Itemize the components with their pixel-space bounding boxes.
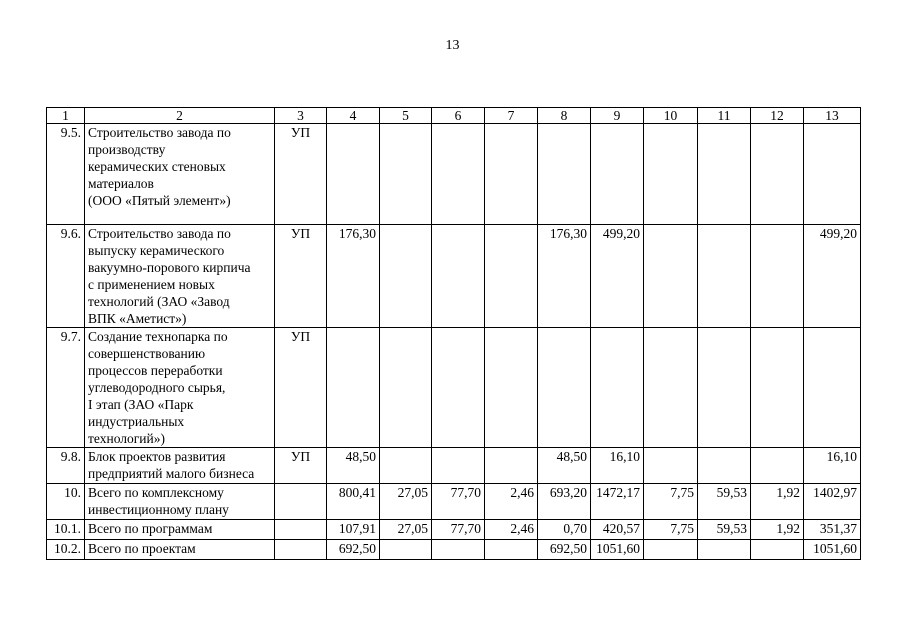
table-row: [47, 448, 861, 484]
row-name-cell: Строительство завода по производству керамических стеновых материалов (ООО «Пятый элемент»): [85, 124, 275, 225]
value-cell: 27,05: [380, 520, 432, 540]
header-cell: 1: [47, 108, 85, 124]
row-name-cell: Всего по программам: [85, 520, 275, 540]
value-cell: 499,20: [804, 225, 861, 328]
value-cell: 16,10: [804, 448, 861, 484]
value-cell: [644, 124, 698, 225]
row-code-cell: УП: [275, 225, 327, 328]
header-cell: 5: [380, 108, 432, 124]
value-cell: [485, 540, 538, 560]
header-cell: 4: [327, 108, 380, 124]
value-cell: 48,50: [327, 448, 380, 484]
value-cell: [591, 328, 644, 448]
value-cell: [698, 540, 751, 560]
header-cell: 3: [275, 108, 327, 124]
value-cell: [380, 540, 432, 560]
header-cell: 6: [432, 108, 485, 124]
row-code-cell: [275, 540, 327, 560]
value-cell: 0,70: [538, 520, 591, 540]
page-number: 13: [445, 38, 460, 53]
row-code-cell: УП: [275, 448, 327, 484]
value-cell: [327, 124, 380, 225]
value-cell: 420,57: [591, 520, 644, 540]
row-code-cell: [275, 484, 327, 520]
value-cell: [380, 124, 432, 225]
header-cell: 2: [85, 108, 275, 124]
value-cell: [698, 328, 751, 448]
table-body: [47, 108, 861, 560]
row-name-cell: Строительство завода по выпуску керамического вакуумно-порового кирпича с применением новых технологий (ЗАО «Завод ВПК «Аметист»): [85, 225, 275, 328]
value-cell: 27,05: [380, 484, 432, 520]
value-cell: [644, 225, 698, 328]
value-cell: [432, 448, 485, 484]
value-cell: 499,20: [591, 225, 644, 328]
value-cell: [432, 225, 485, 328]
value-cell: [751, 328, 804, 448]
value-cell: [804, 124, 861, 225]
table-row: [47, 124, 861, 225]
value-cell: [380, 225, 432, 328]
value-cell: 77,70: [432, 520, 485, 540]
header-cell: 10: [644, 108, 698, 124]
header-cell: 12: [751, 108, 804, 124]
value-cell: 7,75: [644, 520, 698, 540]
value-cell: 351,37: [804, 520, 861, 540]
value-cell: [751, 225, 804, 328]
value-cell: 176,30: [538, 225, 591, 328]
value-cell: 59,53: [698, 520, 751, 540]
value-cell: 1051,60: [591, 540, 644, 560]
value-cell: 59,53: [698, 484, 751, 520]
value-cell: [751, 540, 804, 560]
value-cell: [538, 124, 591, 225]
value-cell: 2,46: [485, 520, 538, 540]
value-cell: [751, 448, 804, 484]
value-cell: [485, 328, 538, 448]
row-number-cell: 10.2.: [47, 540, 85, 560]
value-cell: [644, 448, 698, 484]
value-cell: 77,70: [432, 484, 485, 520]
value-cell: 800,41: [327, 484, 380, 520]
value-cell: 7,75: [644, 484, 698, 520]
value-cell: 1051,60: [804, 540, 861, 560]
header-row: [47, 108, 861, 124]
value-cell: [432, 328, 485, 448]
value-cell: [751, 124, 804, 225]
value-cell: 1,92: [751, 520, 804, 540]
table-row: [47, 540, 861, 560]
row-number-cell: 9.8.: [47, 448, 85, 484]
value-cell: 693,20: [538, 484, 591, 520]
value-cell: 1402,97: [804, 484, 861, 520]
value-cell: [698, 124, 751, 225]
table-row: [47, 520, 861, 540]
header-cell: 7: [485, 108, 538, 124]
row-number-cell: 9.5.: [47, 124, 85, 225]
value-cell: [644, 328, 698, 448]
value-cell: [380, 448, 432, 484]
row-number-cell: 10.1.: [47, 520, 85, 540]
row-number-cell: 9.6.: [47, 225, 85, 328]
table-row: [47, 328, 861, 448]
value-cell: [380, 328, 432, 448]
row-code-cell: [275, 520, 327, 540]
value-cell: [698, 225, 751, 328]
value-cell: [432, 124, 485, 225]
value-cell: [538, 328, 591, 448]
value-cell: 2,46: [485, 484, 538, 520]
row-name-cell: Всего по комплексному инвестиционному плану: [85, 484, 275, 520]
row-number-cell: 10.: [47, 484, 85, 520]
table-row: [47, 225, 861, 328]
value-cell: 176,30: [327, 225, 380, 328]
table-row: [47, 484, 861, 520]
row-code-cell: УП: [275, 328, 327, 448]
row-name-cell: Всего по проектам: [85, 540, 275, 560]
value-cell: [644, 540, 698, 560]
row-name-cell: Создание технопарка по совершенствованию процессов переработки углеводородного сырья, I этап (ЗАО «Парк индустриальных технологий»): [85, 328, 275, 448]
value-cell: [485, 124, 538, 225]
row-name-cell: Блок проектов развития предприятий малого бизнеса: [85, 448, 275, 484]
value-cell: 48,50: [538, 448, 591, 484]
value-cell: [698, 448, 751, 484]
value-cell: 107,91: [327, 520, 380, 540]
value-cell: [804, 328, 861, 448]
value-cell: [432, 540, 485, 560]
value-cell: 1,92: [751, 484, 804, 520]
investment-plan-table: [46, 107, 861, 560]
value-cell: 692,50: [538, 540, 591, 560]
value-cell: 1472,17: [591, 484, 644, 520]
value-cell: 692,50: [327, 540, 380, 560]
header-cell: 13: [804, 108, 861, 124]
value-cell: [485, 225, 538, 328]
row-code-cell: УП: [275, 124, 327, 225]
row-number-cell: 9.7.: [47, 328, 85, 448]
header-cell: 9: [591, 108, 644, 124]
value-cell: 16,10: [591, 448, 644, 484]
value-cell: [591, 124, 644, 225]
header-cell: 11: [698, 108, 751, 124]
value-cell: [485, 448, 538, 484]
header-cell: 8: [538, 108, 591, 124]
value-cell: [327, 328, 380, 448]
